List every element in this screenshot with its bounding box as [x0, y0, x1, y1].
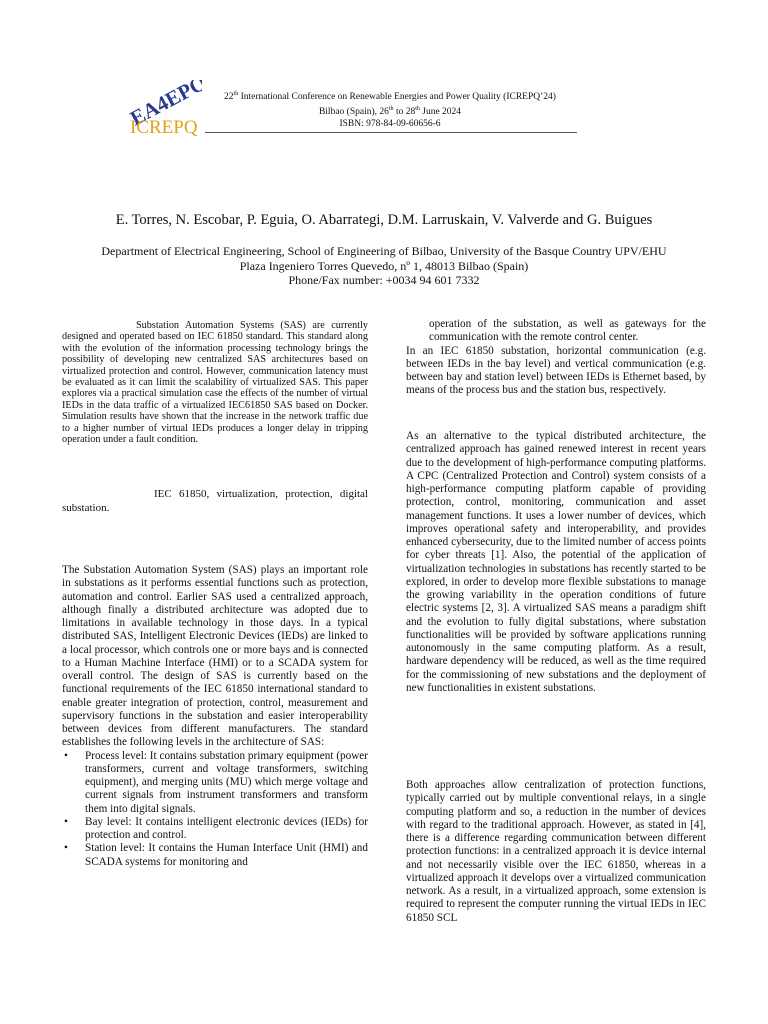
sas-levels-list [62, 750, 368, 869]
right-column-body [406, 318, 706, 398]
keywords [62, 488, 368, 515]
header-rule [205, 132, 577, 133]
list-item: • Station level: It contains the Human Interface Unit (HMI) and SCADA systems for monitoring and [62, 842, 368, 869]
list-item: • Process level: It contains substation primary equipment (power transformers, current and voltage transformers, switching equipment), and merging units (MU) which merge voltage and current signals from instrument transformers and transform them into digital signals. [62, 750, 368, 816]
affiliation-line-2: Plaza Ingeniero Torres Quevedo, nº 1, 48013 Bilbao (Spain) [239, 258, 529, 273]
intro-paragraph: The Substation Automation System (SAS) plays an important role in substations as it performs essential functions such as protection, automation and control. Earlier SAS used a centralized approach, although finally a distributed architecture was adopted due to limitations in available technology in those days. In a typical distributed SAS, Intelligent Electronic Devices (IEDs) are linked to a local processor, which controls one or more bays and is connected to a Human Machine Interface (HMI) or to a SCADA system for overall control. The design of SAS is currently based on the functional requirements of the IEC 61850 international standard to enable greater integration of protection, control, measurement and supervisory functions in the substation and easier interoperability between devices from different manufacturers. The standard establishes the following levels in the architecture of SAS: [62, 564, 368, 749]
paragraph: In an IEC 61850 substation, horizontal communication (e.g. between IEDs in the bay level) and vertical communication (e.g. between bay and station level) between IEDs is Ethernet based, by means of the process bus and the station bus, respectively. [406, 344, 706, 397]
conference-place-date: Bilbao (Spain), 26th to 28th June 2024 [318, 106, 462, 118]
logo-text-bottom: ICREPQ [130, 117, 198, 138]
paragraph: Both approaches allow centralization of protection functions, typically carried out by multiple conventional relays, in a single computing platform and so, a reduction in the number of devices with regard to the traditional approach. However, as stated in [4], there is a difference regarding communication between different protection functions: in a centralized approach it is device internal and not necessarily visible over the IEC 61850, whereas in a virtualized approach it develops over a virtualized communication network. As a result, in a virtualized approach, some extension is required to represent the computer running the virtual IEDs in IEC 61850 SCL [406, 779, 706, 924]
keywords-text: IEC 61850, virtualization, protection, digital substation. [62, 488, 368, 514]
bullet-continuation: operation of the substation, as well as gateways for the communication with the remote control center. [429, 318, 706, 344]
affiliation-line-3: Phone/Fax number: +0034 94 601 7332 [288, 273, 480, 287]
right-column-body-3 [406, 779, 706, 925]
authors: E. Torres, N. Escobar, P. Eguia, O. Abarrategi, D.M. Larruskain, V. Valverde and G. Buigues [115, 212, 653, 228]
abstract-text: Substation Automation Systems (SAS) are currently designed and operated based on IEC 61850 standard. This standard along with the evolution of the information processing technology brings the possibility of developing new centralized SAS architectures based on virtualized protection and control. However, communication latency must be evaluated as it can limit the scalability of virtualized SAS. This paper explores via a practical simulation case the effects of the number of virtual IEDs in the data traffic of a virtualized IEC61850 SAS based on Docker. Simulation results have shown that the increase in the network traffic due to a higher number of virtual IEDs produces a longer delay in tripping operation under a fault condition. [62, 320, 368, 446]
left-column-body [62, 564, 368, 869]
paragraph: As an alternative to the typical distributed architecture, the centralized approach has gained renewed interest in recent years due to the development of high-performance computing platforms. A CPC (Centralized Protection and Control) system consists of a high-performance computing platform capable of providing protection, control, monitoring, communication and asset management functions. It uses a lower number of devices, which improves operational safety and interoperability, and provides enhanced cybersecurity, due to the limited number of access points for cyber threats [1]. Also, the potential of the application of virtualization technologies in substations has recently started to be explored, in order to develop more flexible substations to manage the growing variability in the operation conditions of future electric systems [2, 3]. A virtualized SAS means a paradigm shift and the evolution to fully digital substations, where substation functionalities will be provided by software applications running autonomously in the same computing platform. As a result, hardware dependency will be reduced, as well as the time required for the commissioning of new substations and the deployment of new functionalities in existent substations. [406, 430, 706, 694]
list-item: • Bay level: It contains intelligent electronic devices (IEDs) for protection and control. [62, 816, 368, 843]
logo-text-top: EA4EPQ [126, 80, 202, 131]
affiliation [60, 244, 708, 288]
conference-title: 22th International Conference on Renewable Energies and Power Quality (ICREPQ’24) [224, 91, 556, 103]
conference-isbn: ISBN: 978-84-09-60656-6 [339, 119, 441, 130]
conference-logo [126, 80, 202, 138]
conference-header [205, 88, 575, 130]
affiliation-line-1: Department of Electrical Engineering, School of Engineering of Bilbao, University of the Basque Country UPV/EHU [101, 244, 667, 258]
abstract [62, 320, 368, 445]
right-column-body-2 [406, 430, 706, 695]
